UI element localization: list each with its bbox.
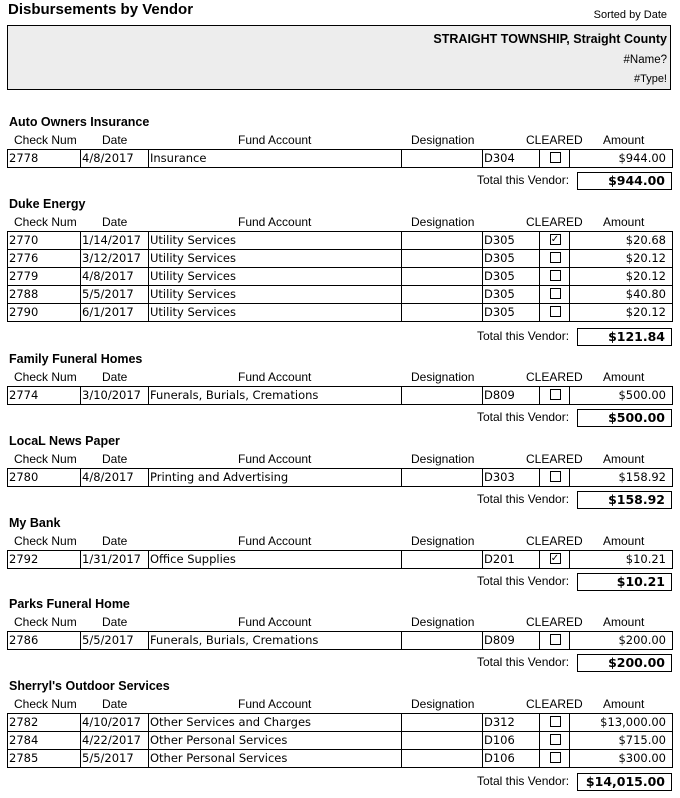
- column-header-check-num: Check Num: [14, 615, 77, 629]
- date-cell: 4/22/2017: [81, 732, 149, 750]
- disbursement-table: [7, 149, 673, 168]
- column-header-date: Date: [102, 452, 128, 466]
- total-label: Total this Vendor:: [477, 172, 570, 187]
- column-header-fund-account: Fund Account: [238, 133, 312, 147]
- column-header-designation: Designation: [411, 534, 475, 548]
- column-header-cleared: CLEARED: [526, 452, 583, 466]
- fund-account-cell: Utility Services: [149, 250, 402, 268]
- vendor-name: Auto Owners Insurance: [9, 115, 150, 129]
- date-cell: 4/8/2017: [81, 469, 149, 487]
- fund-account-cell: Insurance: [149, 150, 402, 168]
- unchecked-checkbox-icon[interactable]: [550, 716, 561, 727]
- unchecked-checkbox-icon[interactable]: [550, 734, 561, 745]
- cleared-cell: [540, 150, 570, 168]
- report-header-box: [7, 25, 671, 90]
- organization-name: STRAIGHT TOWNSHIP, Straight County: [433, 32, 667, 46]
- unchecked-checkbox-icon[interactable]: [550, 471, 561, 482]
- fund-account-cell: Office Supplies: [149, 551, 402, 569]
- table-row: [8, 632, 673, 650]
- fund-account-cell: Utility Services: [149, 304, 402, 322]
- column-header-amount: Amount: [603, 133, 645, 147]
- table-row: [8, 150, 673, 168]
- cleared-cell: [540, 268, 570, 286]
- vendor-total: $10.21: [577, 573, 672, 591]
- fund-account-cell: Funerals, Burials, Cremations: [149, 387, 402, 405]
- cleared-cell: [540, 250, 570, 268]
- vendor-name: Sherryl's Outdoor Services: [9, 679, 170, 693]
- check-number-cell: 2792: [8, 551, 81, 569]
- amount-cell: $200.00: [570, 632, 673, 650]
- vendor-name: Duke Energy: [9, 197, 86, 211]
- header-line-2: #Name?: [623, 54, 667, 66]
- vendor-name: Family Funeral Homes: [9, 352, 143, 366]
- code-cell: D809: [483, 632, 540, 650]
- code-cell: D201: [483, 551, 540, 569]
- designation-cell: [402, 732, 483, 750]
- report-title: Disbursements by Vendor: [8, 1, 194, 18]
- unchecked-checkbox-icon[interactable]: [550, 270, 561, 281]
- column-header-check-num: Check Num: [14, 370, 77, 384]
- total-label: Total this Vendor:: [477, 573, 570, 588]
- code-cell: D305: [483, 286, 540, 304]
- code-cell: D106: [483, 732, 540, 750]
- amount-cell: $944.00: [570, 150, 673, 168]
- disbursement-table: [7, 713, 673, 768]
- date-cell: 5/5/2017: [81, 286, 149, 304]
- sorted-by-label: Sorted by Date: [593, 9, 667, 21]
- amount-cell: $10.21: [570, 551, 673, 569]
- date-cell: 3/10/2017: [81, 387, 149, 405]
- amount-cell: $715.00: [570, 732, 673, 750]
- column-header-check-num: Check Num: [14, 697, 77, 711]
- disbursement-table: [7, 386, 673, 405]
- designation-cell: [402, 387, 483, 405]
- amount-cell: $20.12: [570, 268, 673, 286]
- vendor-total: $14,015.00: [577, 773, 672, 791]
- table-row: [8, 714, 673, 732]
- amount-cell: $158.92: [570, 469, 673, 487]
- designation-cell: [402, 250, 483, 268]
- vendor-total: $121.84: [577, 328, 672, 346]
- column-header-amount: Amount: [603, 215, 645, 229]
- check-number-cell: 2778: [8, 150, 81, 168]
- check-number-cell: 2784: [8, 732, 81, 750]
- date-cell: 4/8/2017: [81, 150, 149, 168]
- unchecked-checkbox-icon[interactable]: [550, 389, 561, 400]
- cleared-cell: [540, 286, 570, 304]
- disbursement-table: [7, 468, 673, 487]
- amount-cell: $40.80: [570, 286, 673, 304]
- column-header-date: Date: [102, 534, 128, 548]
- cleared-cell: [540, 469, 570, 487]
- column-header-designation: Designation: [411, 615, 475, 629]
- unchecked-checkbox-icon[interactable]: [550, 634, 561, 645]
- column-header-amount: Amount: [603, 534, 645, 548]
- date-cell: 4/10/2017: [81, 714, 149, 732]
- column-header-cleared: CLEARED: [526, 615, 583, 629]
- check-number-cell: 2779: [8, 268, 81, 286]
- amount-cell: $500.00: [570, 387, 673, 405]
- vendor-name: Parks Funeral Home: [9, 597, 130, 611]
- code-cell: D304: [483, 150, 540, 168]
- date-cell: 6/1/2017: [81, 304, 149, 322]
- vendor-total: $944.00: [577, 172, 672, 190]
- fund-account-cell: Utility Services: [149, 232, 402, 250]
- designation-cell: [402, 551, 483, 569]
- code-cell: D312: [483, 714, 540, 732]
- designation-cell: [402, 750, 483, 768]
- check-number-cell: 2785: [8, 750, 81, 768]
- check-number-cell: 2786: [8, 632, 81, 650]
- column-header-check-num: Check Num: [14, 215, 77, 229]
- date-cell: 3/12/2017: [81, 250, 149, 268]
- unchecked-checkbox-icon[interactable]: [550, 152, 561, 163]
- amount-cell: $20.12: [570, 304, 673, 322]
- unchecked-checkbox-icon[interactable]: [550, 252, 561, 263]
- check-number-cell: 2770: [8, 232, 81, 250]
- column-header-fund-account: Fund Account: [238, 534, 312, 548]
- code-cell: D305: [483, 232, 540, 250]
- checked-checkbox-icon[interactable]: ✓: [550, 553, 560, 564]
- table-row: [8, 286, 673, 304]
- column-header-cleared: CLEARED: [526, 534, 583, 548]
- checked-checkbox-icon[interactable]: ✓: [550, 234, 560, 245]
- cleared-cell: [540, 304, 570, 322]
- designation-cell: [402, 632, 483, 650]
- column-header-fund-account: Fund Account: [238, 215, 312, 229]
- table-row: [8, 250, 673, 268]
- column-header-designation: Designation: [411, 697, 475, 711]
- table-row: [8, 469, 673, 487]
- column-header-date: Date: [102, 133, 128, 147]
- unchecked-checkbox-icon[interactable]: [550, 288, 561, 299]
- table-row: [8, 551, 673, 569]
- column-header-amount: Amount: [603, 452, 645, 466]
- vendor-name: My Bank: [9, 516, 61, 530]
- column-header-designation: Designation: [411, 215, 475, 229]
- table-row: [8, 732, 673, 750]
- designation-cell: [402, 268, 483, 286]
- designation-cell: [402, 286, 483, 304]
- column-header-cleared: CLEARED: [526, 215, 583, 229]
- cleared-cell: [540, 387, 570, 405]
- table-row: [8, 387, 673, 405]
- column-header-check-num: Check Num: [14, 133, 77, 147]
- table-row: [8, 750, 673, 768]
- column-header-amount: Amount: [603, 697, 645, 711]
- cleared-cell: [540, 750, 570, 768]
- table-row: [8, 268, 673, 286]
- vendor-total: $200.00: [577, 654, 672, 672]
- column-header-amount: Amount: [603, 370, 645, 384]
- code-cell: D305: [483, 250, 540, 268]
- unchecked-checkbox-icon[interactable]: [550, 752, 561, 763]
- code-cell: D809: [483, 387, 540, 405]
- fund-account-cell: Funerals, Burials, Cremations: [149, 632, 402, 650]
- fund-account-cell: Printing and Advertising: [149, 469, 402, 487]
- column-header-check-num: Check Num: [14, 534, 77, 548]
- amount-cell: $20.12: [570, 250, 673, 268]
- column-header-check-num: Check Num: [14, 452, 77, 466]
- column-header-fund-account: Fund Account: [238, 697, 312, 711]
- column-header-fund-account: Fund Account: [238, 370, 312, 384]
- unchecked-checkbox-icon[interactable]: [550, 306, 561, 317]
- check-number-cell: 2774: [8, 387, 81, 405]
- check-number-cell: 2782: [8, 714, 81, 732]
- total-label: Total this Vendor:: [477, 409, 570, 424]
- vendor-total: $158.92: [577, 491, 672, 509]
- column-header-fund-account: Fund Account: [238, 452, 312, 466]
- fund-account-cell: Other Personal Services: [149, 750, 402, 768]
- cleared-cell: [540, 714, 570, 732]
- table-row: [8, 304, 673, 322]
- disbursement-table: [7, 631, 673, 650]
- disbursement-table: [7, 550, 673, 569]
- code-cell: D303: [483, 469, 540, 487]
- cleared-cell: [540, 551, 570, 569]
- column-header-fund-account: Fund Account: [238, 615, 312, 629]
- date-cell: 1/14/2017: [81, 232, 149, 250]
- designation-cell: [402, 714, 483, 732]
- date-cell: 5/5/2017: [81, 632, 149, 650]
- amount-cell: $20.68: [570, 232, 673, 250]
- column-header-designation: Designation: [411, 370, 475, 384]
- check-number-cell: 2776: [8, 250, 81, 268]
- column-header-cleared: CLEARED: [526, 697, 583, 711]
- check-number-cell: 2790: [8, 304, 81, 322]
- designation-cell: [402, 232, 483, 250]
- check-number-cell: 2788: [8, 286, 81, 304]
- check-number-cell: 2780: [8, 469, 81, 487]
- column-header-date: Date: [102, 370, 128, 384]
- date-cell: 4/8/2017: [81, 268, 149, 286]
- column-header-date: Date: [102, 615, 128, 629]
- cleared-cell: [540, 632, 570, 650]
- column-header-amount: Amount: [603, 615, 645, 629]
- code-cell: D305: [483, 268, 540, 286]
- vendor-name: LocaL News Paper: [9, 434, 120, 448]
- designation-cell: [402, 304, 483, 322]
- column-header-cleared: CLEARED: [526, 133, 583, 147]
- cleared-cell: [540, 232, 570, 250]
- column-header-designation: Designation: [411, 452, 475, 466]
- code-cell: D305: [483, 304, 540, 322]
- column-header-cleared: CLEARED: [526, 370, 583, 384]
- table-row: [8, 232, 673, 250]
- header-line-3: #Type!: [633, 73, 667, 85]
- column-header-date: Date: [102, 697, 128, 711]
- fund-account-cell: Utility Services: [149, 268, 402, 286]
- fund-account-cell: Other Personal Services: [149, 732, 402, 750]
- total-label: Total this Vendor:: [477, 654, 570, 669]
- date-cell: 1/31/2017: [81, 551, 149, 569]
- cleared-cell: [540, 732, 570, 750]
- fund-account-cell: Other Services and Charges: [149, 714, 402, 732]
- disbursement-table: [7, 231, 673, 322]
- fund-account-cell: Utility Services: [149, 286, 402, 304]
- code-cell: D106: [483, 750, 540, 768]
- column-header-date: Date: [102, 215, 128, 229]
- amount-cell: $13,000.00: [570, 714, 673, 732]
- vendor-total: $500.00: [577, 409, 672, 427]
- total-label: Total this Vendor:: [477, 329, 570, 343]
- amount-cell: $300.00: [570, 750, 673, 768]
- designation-cell: [402, 469, 483, 487]
- total-label: Total this Vendor:: [477, 491, 570, 506]
- total-label: Total this Vendor:: [477, 773, 570, 788]
- date-cell: 5/5/2017: [81, 750, 149, 768]
- designation-cell: [402, 150, 483, 168]
- column-header-designation: Designation: [411, 133, 475, 147]
